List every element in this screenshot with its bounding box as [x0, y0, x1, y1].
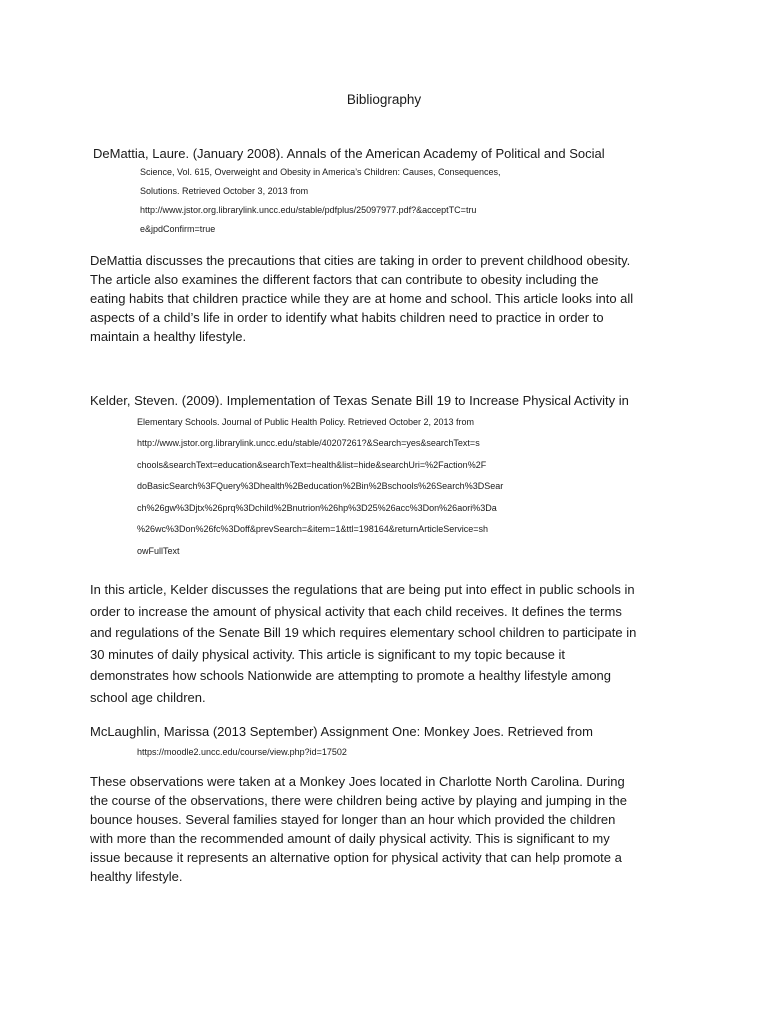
citation-url: owFullText: [137, 545, 180, 556]
citation-line: Kelder, Steven. (2009). Implementation of Texas Senate Bill 19 to Increase Physical Activity in: [90, 393, 629, 408]
citation-demattia: [93, 144, 683, 239]
citation-url: doBasicSearch%3FQuery%3Dhealth%2Beducation%2Bin%2Bschools%26Search%3DSear: [137, 481, 504, 491]
citation-mclaughlin: [90, 722, 680, 762]
annotation-line: aspects of a child’s life in order to identify what habits children need to practice in order to: [90, 310, 604, 325]
annotation-line: healthy lifestyle.: [90, 869, 183, 884]
citation-url: https://moodle2.uncc.edu/course/view.php?id=17502: [137, 747, 347, 757]
citation-url: http://www.jstor.org.librarylink.uncc.edu/stable/pdfplus/25097977.pdf?&acceptTC=tru: [140, 205, 477, 215]
citation-kelder: [90, 390, 680, 562]
annotation-line: The article also examines the different factors that can contribute to obesity including the: [90, 272, 599, 287]
citation-line: Solutions. Retrieved October 3, 2013 from: [140, 186, 309, 196]
annotation-kelder: [90, 579, 680, 708]
annotation-line: eating habits that children practice while they are at home and school. This article looks into all: [90, 291, 634, 306]
annotation-line: These observations were taken at a Monkey Joes located in Charlotte North Carolina. During: [90, 774, 625, 789]
annotation-line: In this article, Kelder discusses the regulations that are being put into effect in public schools in: [90, 582, 635, 597]
page-title: Bibliography: [346, 92, 422, 107]
annotation-line: 30 minutes of daily physical activity. This article is significant to my topic because it: [90, 646, 565, 662]
annotation-demattia: [90, 251, 680, 346]
citation-url: %26wc%3Don%26fc%3Doff&prevSearch=&item=1&ttl=198164&returnArticleService=sh: [137, 524, 489, 534]
annotation-mclaughlin: [90, 772, 680, 886]
citation-url: ch%26gw%3Djtx%26prq%3Dchild%2Bnutrion%26hp%3D25%26acc%3Don%26aori%3Da: [137, 502, 497, 513]
annotation-line: order to increase the amount of physical activity that each child receives. It defines the terms: [90, 603, 622, 619]
annotation-line: maintain a healthy lifestyle.: [90, 329, 247, 344]
annotation-line: and regulations of the Senate Bill 19 which requires elementary school children to participate in: [90, 625, 637, 640]
citation-line: DeMattia, Laure. (January 2008). Annals of the American Academy of Political and Social: [93, 146, 605, 161]
citation-line: McLaughlin, Marissa (2013 September) Assignment One: Monkey Joes. Retrieved from: [90, 724, 593, 739]
citation-url: chools&searchText=education&searchText=health&list=hide&searchUri=%2Faction%2F: [137, 459, 487, 470]
citation-url: e&jpdConfirm=true: [140, 224, 216, 234]
citation-line: Science, Vol. 615, Overweight and Obesity in America’s Children: Causes, Consequences,: [140, 167, 501, 177]
citation-url: http://www.jstor.org.librarylink.uncc.edu/stable/40207261?&Search=yes&searchText=s: [137, 438, 480, 448]
citation-line: Elementary Schools. Journal of Public Health Policy. Retrieved October 2, 2013 from: [137, 416, 474, 427]
annotation-line: issue because it represents an alternative option for physical activity that can help promote a: [90, 850, 622, 865]
annotation-line: DeMattia discusses the precautions that cities are taking in order to prevent childhood obesity.: [90, 253, 631, 268]
annotation-line: bounce houses. Several families stayed for longer than an hour which provided the children: [90, 812, 616, 827]
annotation-line: demonstrates how schools Nationwide are attempting to promote a healthy lifestyle among: [90, 668, 612, 683]
annotation-line: with more than the recommended amount of daily physical activity. This is significant to my: [90, 831, 610, 846]
annotation-line: the course of the observations, there were children being active by playing and jumping in the: [90, 793, 627, 808]
annotation-line: school age children.: [90, 689, 206, 705]
